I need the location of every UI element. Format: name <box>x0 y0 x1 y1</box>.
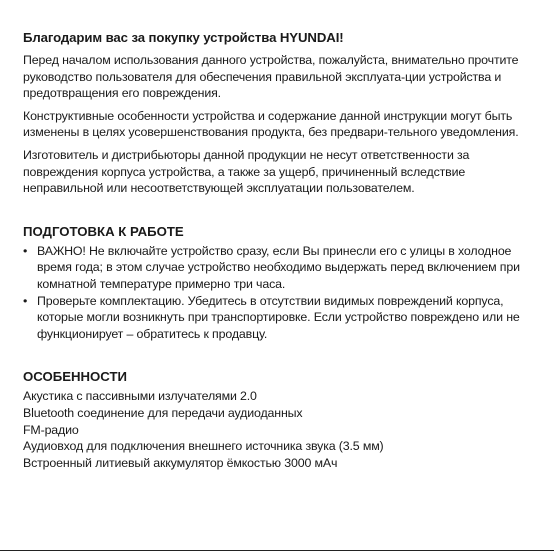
features-heading: ОСОБЕННОСТИ <box>23 369 128 385</box>
preparation-section <box>23 223 528 343</box>
preparation-item-text: Проверьте комплектацию. Убедитесь в отсутствии видимых повреждений корпуса, которые могли возникнуть при транспортировке. Если устройство повреждено или не функционирует – обратитесь к продавцу. <box>37 293 520 341</box>
page-title: Благодарим вас за покупку устройства HYUNDAI! <box>23 30 344 45</box>
preparation-item-text: ВАЖНО! Не включайте устройство сразу, если Вы принесли его с улицы в холодное время года; в этом случае устройство необходимо выдержать перед включением при комнатной температуре примерно три часа. <box>37 243 520 291</box>
feature-item-audio-input: Аудиовход для подключения внешнего источника звука (3.5 мм) <box>23 439 384 454</box>
preparation-heading: ПОДГОТОВКА К РАБОТЕ <box>23 223 184 239</box>
feature-item-battery: Встроенный литиевый аккумулятор ёмкостью 3000 мАч <box>23 455 338 470</box>
feature-item-acoustics: Акустика с пассивными излучателями 2.0 <box>23 389 257 404</box>
intro-paragraph-liability: Изготовитель и дистрибьюторы данной продукции не несут ответственности за повреждения корпуса устройства, а также за ущерб, причиненный вследствие неправильной или несоответствующей эксплуатации пользователем. <box>23 147 470 196</box>
bottom-divider <box>0 550 554 551</box>
manual-page <box>23 29 528 471</box>
feature-item-bluetooth: Bluetooth соединение для передачи аудиоданных <box>23 405 303 420</box>
bullet-icon: • <box>23 243 28 258</box>
preparation-item-important <box>23 243 528 293</box>
bullet-icon: • <box>23 293 28 308</box>
preparation-item-check <box>23 293 528 343</box>
preparation-list <box>23 243 528 343</box>
intro-paragraph-usage: Перед началом использования данного устройства, пожалуйста, внимательно прочтите руководство пользователя для обеспечения правильной эксплуата-ции устройства и предотвращения его повреждения. <box>23 53 519 101</box>
feature-item-fm-radio: FM-радио <box>23 422 79 437</box>
features-list <box>23 388 528 471</box>
features-section <box>23 368 528 471</box>
intro-paragraph-changes: Конструктивные особенности устройства и содержание данной инструкции могут быть изменены в целях усовершенствования продукта, без предвари-тельного уведомления. <box>23 108 519 140</box>
